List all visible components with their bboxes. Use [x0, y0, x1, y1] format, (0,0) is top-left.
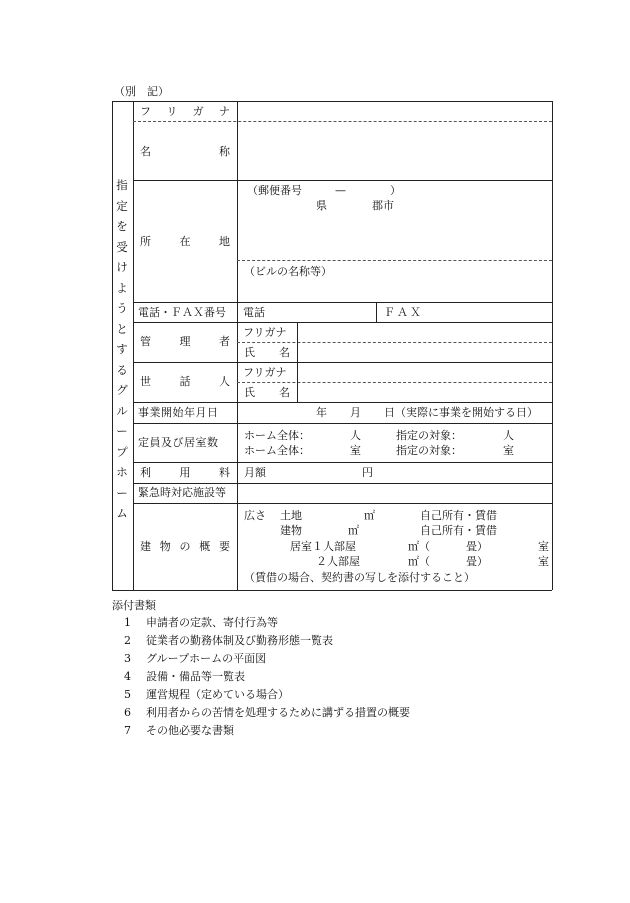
manager-name-label: 氏 名: [244, 346, 290, 359]
double-room-label: ２人部屋: [316, 555, 360, 568]
attachment-item: 5 運営規程（定めている場合）: [124, 688, 289, 701]
building-label: 建物: [280, 524, 302, 537]
manager-name-field[interactable]: [300, 344, 550, 360]
double-room-count-unit: 室: [538, 555, 549, 568]
emergency-facility-field[interactable]: [240, 485, 550, 501]
caretaker-furigana-field[interactable]: [300, 364, 550, 380]
attachment-item: 4 設備・備品等一覧表: [124, 670, 245, 683]
single-room-tatami: 畳）: [466, 540, 488, 553]
location-label: 所 在 地: [140, 235, 230, 248]
manager-furigana-label: フリガナ: [243, 326, 287, 339]
land-sqm-unit: ㎡: [364, 509, 375, 522]
capacity-total-label: ホーム全体：: [244, 429, 310, 442]
capacity-target-label: 指定の対象：: [396, 429, 462, 442]
city-label: 郡市: [372, 199, 394, 212]
single-room-label: 居室１人部屋: [290, 540, 356, 553]
building-name-field[interactable]: （ビルの名称等）: [244, 265, 332, 278]
attachment-item: 1 申請者の定款、寄付行為等: [124, 616, 278, 629]
building-sqm-unit: ㎡: [348, 524, 359, 537]
rooms-total-unit: 室: [350, 444, 361, 457]
furigana-field[interactable]: [240, 104, 550, 120]
single-room-sqm: ㎡（: [408, 540, 430, 553]
start-date-label: 事業開始年月日: [138, 406, 219, 419]
caretaker-label: 世 話 人: [140, 375, 230, 388]
double-room-tatami: 畳）: [466, 555, 488, 568]
area-label: 広さ: [244, 509, 266, 522]
monthly-fee-label: 月額: [244, 466, 266, 479]
page-heading: （別 記）: [114, 85, 169, 98]
start-month-label: 月: [350, 406, 361, 419]
manager-furigana-field[interactable]: [300, 324, 550, 340]
yen-label: 円: [362, 466, 373, 479]
land-label: 土地: [280, 509, 302, 522]
emergency-facility-label: 緊急時対応施設等: [138, 486, 226, 499]
lease-note: （賃借の場合、契約書の写しを添付すること）: [244, 571, 475, 584]
capacity-label: 定員及び居室数: [138, 436, 219, 449]
attachment-item: 2 従業者の勤務体制及び勤務形態一覧表: [124, 634, 333, 647]
furigana-label: フ リ ガ ナ: [140, 105, 230, 118]
start-year-label: 年: [316, 406, 327, 419]
attachment-item: 7 その他必要な書類: [124, 724, 234, 737]
side-label-vertical: 指 定 を 受 け よ う と す る グ ル ー プ ホ ー ム: [116, 178, 128, 520]
caretaker-name-label: 氏 名: [244, 386, 290, 399]
name-field[interactable]: [240, 124, 550, 178]
attachment-item: 3 グループホームの平面図: [124, 652, 267, 665]
building-overview-label: 建 物 の 概 要: [140, 540, 230, 553]
rooms-target-unit: 室: [503, 444, 514, 457]
manager-label: 管 理 者: [140, 335, 230, 348]
name-label: 名 称: [140, 145, 230, 158]
fee-label: 利 用 料: [140, 466, 230, 479]
rooms-total-label: ホーム全体：: [244, 444, 310, 457]
postal-code-field[interactable]: （郵便番号 — ）: [247, 184, 401, 197]
phone-fax-label: 電話・ＦＡＸ番号: [138, 306, 226, 319]
attachment-item: 6 利用者からの苦情を処理するために講ずる措置の概要: [124, 706, 410, 719]
caretaker-name-field[interactable]: [300, 384, 550, 400]
tel-field[interactable]: 電話: [243, 306, 265, 319]
building-ownership-label: 自己所有・賃借: [420, 524, 497, 537]
prefecture-label: 県: [316, 199, 327, 212]
land-ownership-label: 自己所有・賃借: [420, 509, 497, 522]
rooms-target-label: 指定の対象：: [396, 444, 462, 457]
double-room-sqm: ㎡（: [408, 555, 430, 568]
caretaker-furigana-label: フリガナ: [243, 366, 287, 379]
attachments-title: 添付書類: [112, 599, 156, 612]
single-room-count-unit: 室: [538, 540, 549, 553]
capacity-target-unit: 人: [503, 429, 514, 442]
capacity-total-unit: 人: [350, 429, 361, 442]
fax-field[interactable]: ＦＡＸ: [384, 306, 423, 319]
start-day-label: 日（実際に事業を開始する日）: [384, 406, 538, 419]
